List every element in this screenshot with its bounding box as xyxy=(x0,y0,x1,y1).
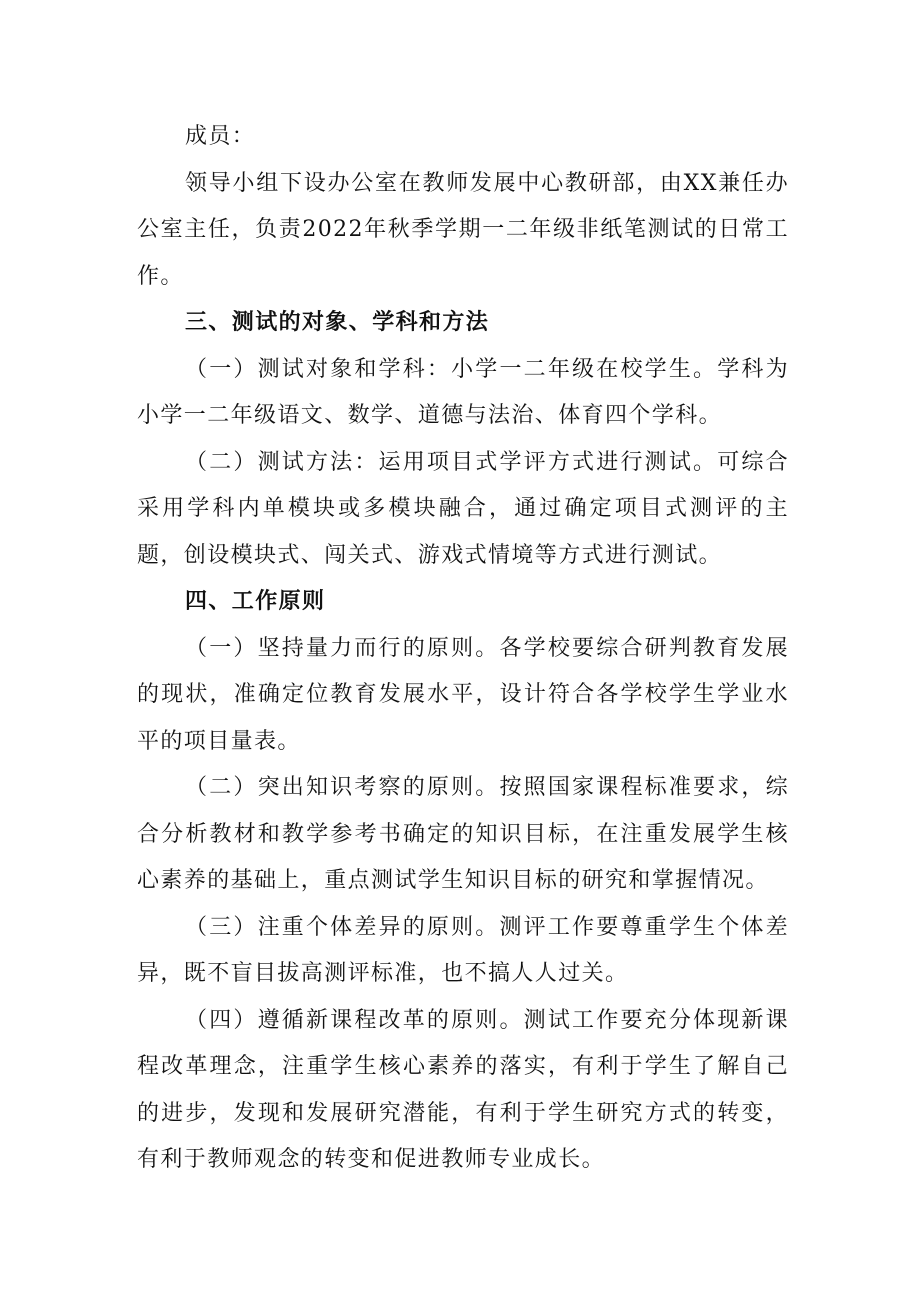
paragraph-principle-1: （一）坚持量力而行的原则。各学校要综合研判教育发展的现状，准确定位教育发展水平，设计符合各学校学生学业水平的项目量表。 xyxy=(137,635,789,754)
paragraph-principle-3: （三）注重个体差异的原则。测评工作要尊重学生个体差异，既不盲目拔高测评标准，也不搞人人过关。 xyxy=(137,914,789,986)
section-heading-4: 四、工作原则 xyxy=(185,589,326,614)
paragraph-office: 领导小组下设办公室在教师发展中心教研部，由XX兼任办公室主任，负责2022年秋季学期一二年级非纸笔测试的日常工作。 xyxy=(137,170,789,289)
paragraph-principle-4: （四）遵循新课程改革的原则。测试工作要充分体现新课程改革理念，注重学生核心素养的落实，有利于学生了解自己的进步，发现和发展研究潜能，有利于学生研究方式的转变，有利于教师观念的转变和促进教师专业成长。 xyxy=(137,1007,789,1172)
members-label: 成员： xyxy=(185,124,256,149)
paragraph-test-method: （二）测试方法：运用项目式学评方式进行测试。可综合采用学科内单模块或多模块融合，通过确定项目式测评的主题，创设模块式、闯关式、游戏式情境等方式进行测试。 xyxy=(137,449,789,568)
paragraph-principle-2: （二）突出知识考察的原则。按照国家课程标准要求，综合分析教材和教学参考书确定的知识目标，在注重发展学生核心素养的基础上，重点测试学生知识目标的研究和掌握情况。 xyxy=(137,775,789,893)
section-heading-3: 三、测试的对象、学科和方法 xyxy=(185,310,490,335)
document-body xyxy=(137,114,789,1184)
paragraph-test-subjects: （一）测试对象和学科：小学一二年级在校学生。学科为小学一二年级语文、数学、道德与法治、体育四个学科。 xyxy=(137,356,789,428)
